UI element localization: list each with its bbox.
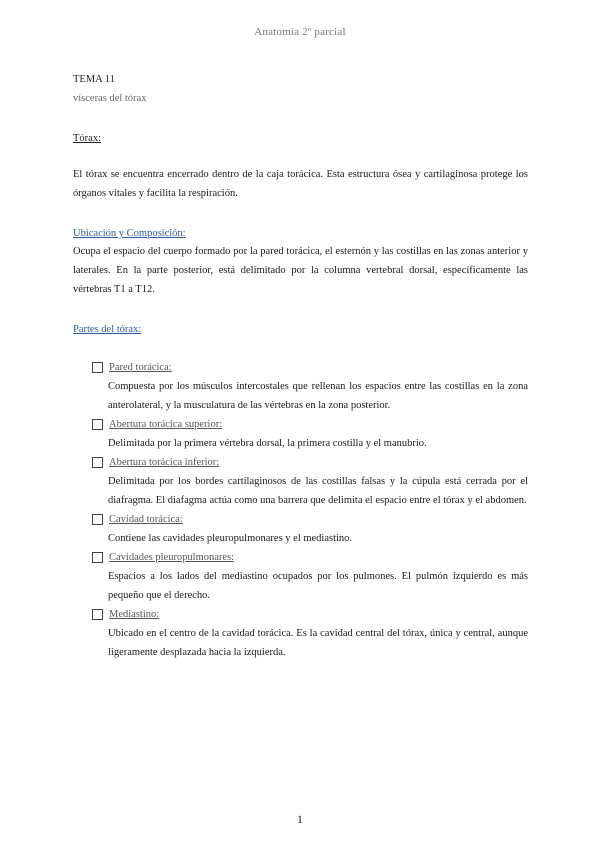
item-text: Contiene las cavidades pleuropulmonares y el mediastino.	[108, 533, 353, 544]
list-item	[92, 453, 528, 510]
item-label: Abertura torácica superior:	[109, 419, 223, 430]
checkbox-icon[interactable]	[92, 552, 103, 563]
list-item	[92, 415, 528, 453]
item-text: Delimitada por la primera vértebra dorsal, la primera costilla y el manubrio.	[108, 438, 427, 449]
checkbox-icon[interactable]	[92, 457, 103, 468]
checkbox-icon[interactable]	[92, 609, 103, 620]
list-item	[92, 358, 528, 415]
item-label: Abertura torácica inferior:	[109, 457, 220, 468]
checkbox-icon[interactable]	[92, 419, 103, 430]
thorax-intro: El tórax se encuentra encerrado dentro de la caja torácica. Esta estructura ósea y cartilaginosa protege los órganos vitales y facilita la respiración.	[73, 169, 528, 199]
topic-block	[73, 70, 528, 108]
list-item	[92, 510, 528, 548]
topic-subtitle: vísceras del tórax	[73, 93, 147, 104]
page-header: Anatomía 2º parcial	[254, 26, 346, 38]
list-item	[92, 605, 528, 662]
thorax-heading: Tórax:	[73, 133, 101, 144]
item-text: Delimitada por los bordes cartilaginosos de las costillas falsas y la cúpula está cerrada por el diafragma. El diafagma actúa como una barrera que delimita el espacio entre el tórax y el abdomen.	[108, 476, 528, 506]
list-item	[92, 548, 528, 605]
item-text: Compuesta por los músculos intercostales que rellenan los espacios entre las costillas en la zona anterolateral, y la musculatura de las vértebras en la zona posterior.	[108, 381, 528, 411]
item-text: Ubicado en el centro de la cavidad torácica. Es la cavidad central del tórax, única y central, aunque ligeramente desplazada hacia la izquierda.	[108, 628, 528, 658]
location-heading: Ubicación y Composición:	[73, 228, 186, 239]
item-label: Pared torácica:	[109, 362, 172, 373]
item-label: Cavidades pleuropulmonares:	[109, 552, 235, 563]
parts-list	[92, 358, 528, 662]
item-text: Espacios a los lados del mediastino ocupados por los pulmones. El pulmón izquierdo es más pequeño que el derecho.	[108, 571, 528, 601]
checkbox-icon[interactable]	[92, 362, 103, 373]
item-label: Mediastino:	[109, 609, 160, 620]
item-label: Cavidad torácica:	[109, 514, 183, 525]
checkbox-icon[interactable]	[92, 514, 103, 525]
location-text: Ocupa el espacio del cuerpo formado por la pared torácica, el esternón y las costillas en las zonas anterior y laterales. En la parte posterior, está delimitado por la columna vertebral dorsal, específicamente las vértebras T1 a T12.	[73, 246, 528, 295]
parts-heading: Partes del tórax:	[73, 324, 142, 335]
topic-title: TEMA 11	[73, 74, 115, 85]
page-number: 1	[297, 812, 303, 826]
